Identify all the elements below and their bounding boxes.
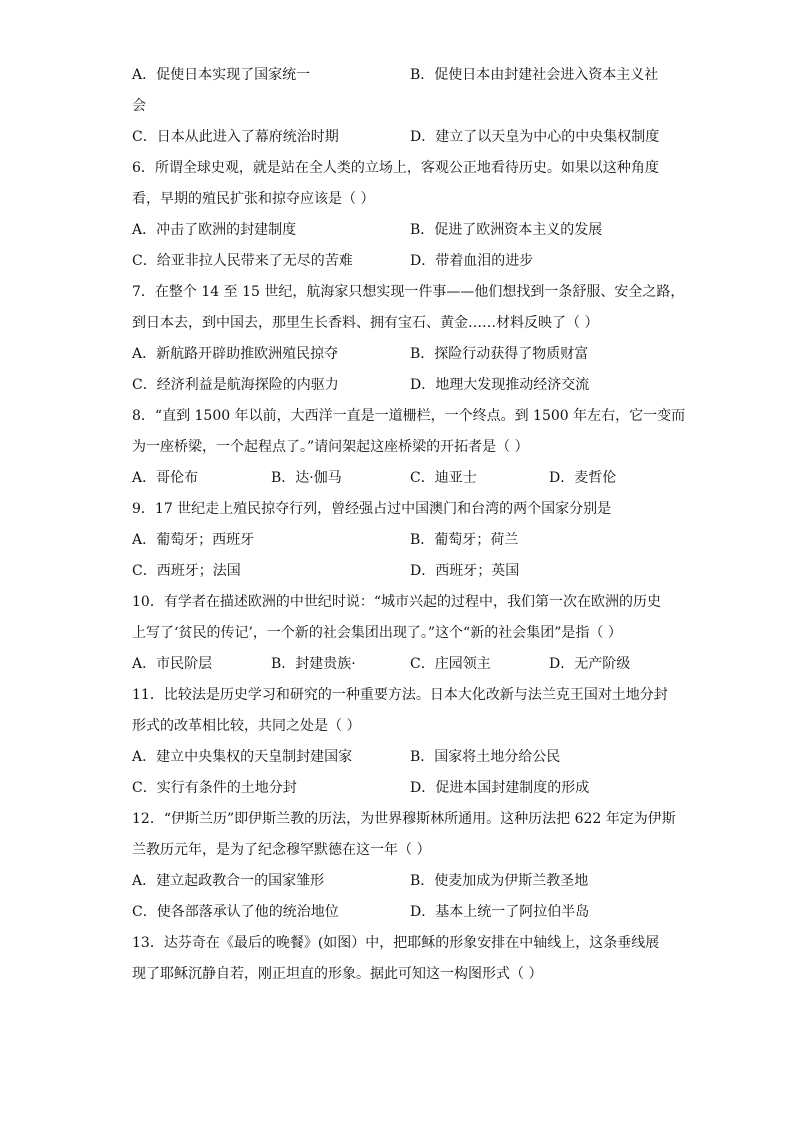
question-7-option-d: D．地理大发现推动经济交流 (410, 377, 590, 393)
question-13-stem-line1: 13．达芬奇在《最后的晚餐》(如图）中，把耶稣的形象安排在中轴线上，这条垂线展 (132, 935, 660, 951)
question-6-stem-line1: 6．所谓全球史观，就是站在全人类的立场上，客观公正地看待历史。如果以这种角度 (132, 160, 659, 176)
prev-option-b-wrap: 会 (132, 98, 146, 114)
question-12-stem-line2: 兰教历元年，是为了纪念穆罕默德在这一年（ ） (132, 842, 431, 858)
question-8-stem-line1: 8．“直到 1500 年以前，大西洋一直是一道栅栏，一个终点。到 1500 年左右，它一变而 (132, 408, 686, 424)
question-8-stem-line2: 为一座桥梁，一个起程点了。”请问架起这座桥梁的开拓者是（ ） (132, 439, 529, 455)
question-6-stem-line2: 看，早期的殖民扩张和掠夺应该是（ ） (132, 191, 375, 207)
question-12-stem-line1: 12．“伊斯兰历”即伊斯兰教的历法，为世界穆斯林所通用。这种历法把 622 年定为伊斯 (132, 811, 676, 827)
question-6-option-b: B．促进了欧洲资本主义的发展 (410, 222, 603, 238)
question-11-stem-line1: 11．比较法是历史学习和研究的一种重要方法。日本大化改新与法兰克王国对土地分封 (132, 687, 668, 703)
question-10-option-a: A．市民阶层 (132, 656, 213, 672)
question-9-option-b: B．葡萄牙；荷兰 (410, 532, 519, 548)
question-10-option-c: C．庄园领主 (410, 656, 491, 672)
question-10-option-b: B．封建贵族· (271, 656, 356, 672)
question-11-option-b: B．国家将土地分给公民 (410, 749, 561, 765)
question-8-option-a: A．哥伦布 (132, 470, 199, 486)
question-6-option-d: D．带着血泪的进步 (410, 253, 534, 269)
question-11-stem-line2: 形式的改革相比较，共同之处是（ ） (132, 718, 361, 734)
question-10-stem-line2: 上写了‘贫民的传记’，一个新的社会集团出现了。”这个“新的社会集团”是指（ ） (132, 625, 622, 641)
question-6-option-a: A．冲击了欧洲的封建制度 (132, 222, 297, 238)
question-8-option-d: D．麦哲伦 (549, 470, 617, 486)
prev-option-d: D．建立了以天皇为中心的中央集权制度 (410, 129, 660, 145)
prev-option-b: B．促使日本由封建社会进入资本主义社 (410, 67, 659, 83)
question-8-option-c: C．迪亚士 (410, 470, 477, 486)
question-12-option-a: A．建立起政教合一的国家雏形 (132, 873, 325, 889)
question-7-option-c: C．经济利益是航海探险的内驱力 (132, 377, 339, 393)
question-9-option-a: A．葡萄牙；西班牙 (132, 532, 255, 548)
question-6-option-c: C．给亚非拉人民带来了无尽的苦难 (132, 253, 353, 269)
question-10-stem-line1: 10．有学者在描述欧洲的中世纪时说：“城市兴起的过程中，我们第一次在欧洲的历史 (132, 594, 661, 610)
question-11-option-d: D．促进本国封建制度的形成 (410, 780, 590, 796)
question-13-stem-line2: 现了耶稣沉静自若，刚正坦直的形象。据此可知这一构图形式（ ） (132, 966, 543, 982)
question-11-option-c: C．实行有条件的土地分封 (132, 780, 297, 796)
prev-option-a: A．促使日本实现了国家统一 (132, 67, 311, 83)
prev-option-c: C．日本从此进入了幕府统治时期 (132, 129, 339, 145)
question-12-option-d: D．基本上统一了阿拉伯半岛 (410, 904, 590, 920)
question-12-option-b: B．使麦加成为伊斯兰教圣地 (410, 873, 589, 889)
question-12-option-c: C．使各部落承认了他的统治地位 (132, 904, 339, 920)
question-7-option-b: B．探险行动获得了物质财富 (410, 346, 589, 362)
question-9-option-c: C．西班牙；法国 (132, 563, 241, 579)
question-11-option-a: A．建立中央集权的天皇制封建国家 (132, 749, 353, 765)
question-9-option-d: D．西班牙；英国 (410, 563, 520, 579)
question-8-option-b: B．达·伽马 (271, 470, 342, 486)
question-7-option-a: A．新航路开辟助推欧洲殖民掠夺 (132, 346, 339, 362)
question-10-option-d: D．无产阶级 (549, 656, 631, 672)
question-9-stem-line1: 9．17 世纪走上殖民掠夺行列，曾经强占过中国澳门和台湾的两个国家分别是 (132, 501, 612, 517)
question-7-stem-line2: 到日本去，到中国去，那里生长香料、拥有宝石、黄金……材料反映了（ ） (132, 315, 599, 331)
question-7-stem-line1: 7．在整个 14 至 15 世纪，航海家只想实现一件事——他们想找到一条舒服、安全之路， (132, 284, 685, 300)
